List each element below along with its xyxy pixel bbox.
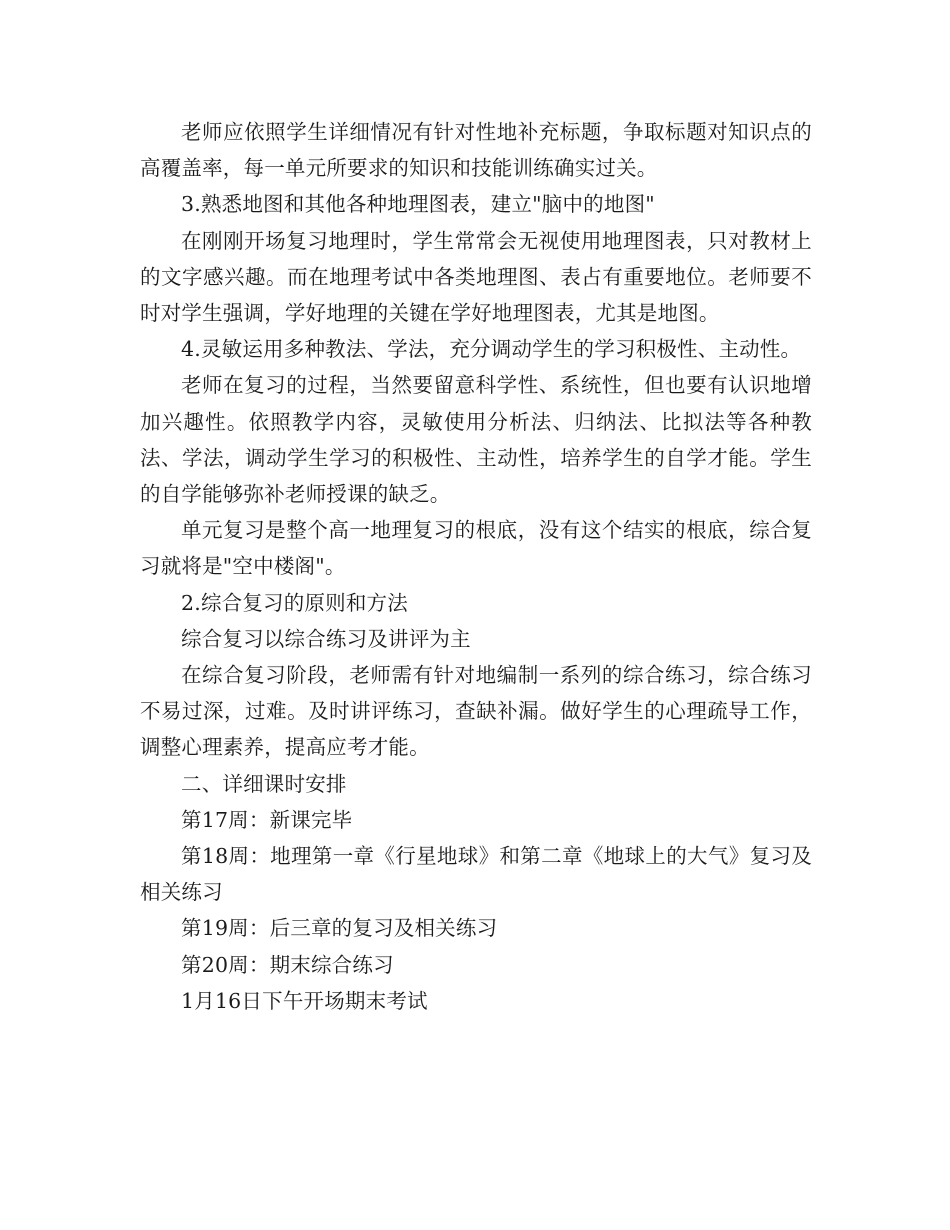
schedule-week-20: 第20周：期末综合练习	[181, 952, 394, 977]
heading-comprehensive-review: 2.综合复习的原则和方法	[181, 590, 408, 615]
schedule-week-18: 第18周：地理第一章《行星地球》和第二章《地球上的大气》复习及相关练习	[140, 844, 812, 905]
heading-teaching-methods: 4.灵敏运用多种教法、学法，充分调动学生的学习积极性、主动性。	[181, 337, 802, 362]
schedule-week-19: 第19周：后三章的复习及相关练习	[181, 916, 498, 941]
schedule-final-exam: 1月16日下午开场期末考试	[181, 988, 428, 1013]
paragraph-review-coverage: 老师应依照学生详细情况有针对性地补充标题，争取标题对知识点的高覆盖率，每一单元所要求的知识和技能训练确实过关。	[140, 120, 812, 181]
heading-schedule: 二、详细课时安排	[181, 771, 347, 796]
heading-maps-in-mind: 3.熟悉地图和其他各种地理图表，建立"脑中的地图"	[181, 192, 655, 217]
paragraph-comprehensive-exercises: 在综合复习阶段，老师需有针对地编制一系列的综合练习，综合练习不易过深，过难。及时讲评练习，查缺补漏。做好学生的心理疏导工作，调整心理素养，提高应考才能。	[140, 663, 812, 760]
paragraph-interest-and-methods: 老师在复习的过程，当然要留意科学性、系统性，但也要有认识地增加兴趣性。依照教学内容，灵敏使用分析法、归纳法、比拟法等各种教法、学法，调动学生学习的积极性、主动性，培养学生的自学才能。学生的自学能够弥补老师授课的缺乏。	[140, 373, 812, 507]
document-body	[140, 114, 812, 1019]
schedule-week-17: 第17周：新课完毕	[181, 807, 353, 832]
paragraph-geography-charts: 在刚刚开场复习地理时，学生常常会无视使用地理图表，只对教材上的文字感兴趣。而在地理考试中各类地理图、表占有重要地位。老师要不时对学生强调，学好地理的关键在学好地理图表，尤其是地图。	[140, 228, 812, 326]
paragraph-comprehensive-focus: 综合复习以综合练习及讲评为主	[181, 626, 471, 651]
paragraph-unit-review-foundation: 单元复习是整个高一地理复习的根底，没有这个结实的根底，综合复习就将是"空中楼阁"。	[140, 518, 812, 579]
